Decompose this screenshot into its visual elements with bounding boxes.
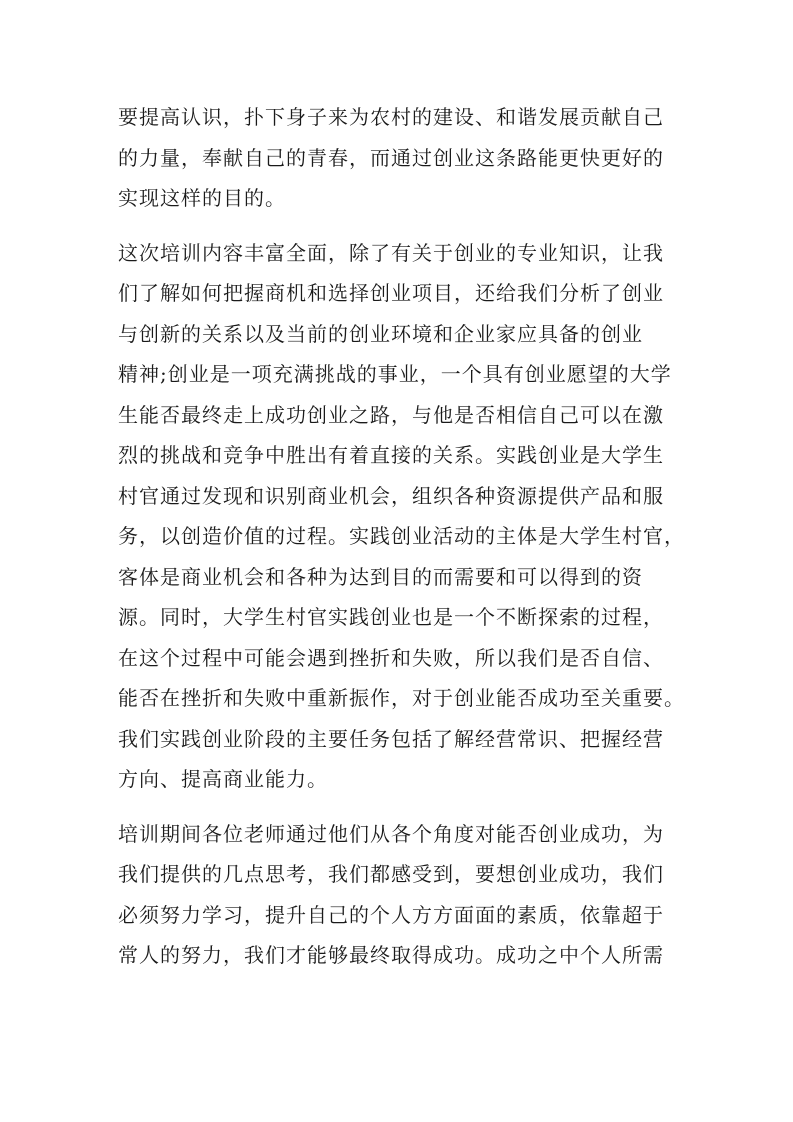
text-line: 我们提供的几点思考，我们都感受到，要想创业成功，我们 [118,862,664,886]
text-line: 能否在挫折和失败中重新振作，对于创业能否成功至关重要。 [118,686,685,710]
text-line: 在这个过程中可能会遇到挫折和失败，所以我们是否自信、 [118,645,664,670]
text-line: 我们实践创业阶段的主要任务包括了解经营常识、把握经营 [118,726,664,751]
text-line: 精神;创业是一项充满挑战的事业，一个具有创业愿望的大学 [118,362,672,386]
text-line: 必须努力学习，提升自己的个人方方面面的素质，依靠超于 [118,902,664,927]
text-line: 常人的努力，我们才能够最终取得成功。成功之中个人所需 [118,943,664,967]
text-line: 村官通过发现和识别商业机会，组织各种资源提供产品和服 [118,483,664,508]
document-body [118,97,686,990]
paragraph-1 [118,97,686,219]
text-line: 生能否最终走上成功创业之路，与他是否相信自己可以在激 [118,402,664,427]
text-line: 源。同时，大学生村官实践创业也是一个不断探索的过程， [118,605,664,629]
text-line: 烈的挑战和竞争中胜出有着直接的关系。实践创业是大学生 [118,443,664,467]
paragraph-2 [118,233,686,800]
text-line: 客体是商业机会和各种为达到目的而需要和可以得到的资 [118,564,643,589]
paragraph-3 [118,814,686,976]
text-line: 方向、提高商业能力。 [118,767,328,791]
text-line: 务，以创造价值的过程。实践创业活动的主体是大学生村官， [118,524,685,548]
text-line: 们了解如何把握商机和选择创业项目，还给我们分析了创业 [118,281,664,305]
text-line: 培训期间各位老师通过他们从各个角度对能否创业成功，为 [118,821,664,846]
text-line: 这次培训内容丰富全面，除了有关于创业的专业知识，让我 [118,240,664,265]
text-line: 的力量，奉献自己的青春，而通过创业这条路能更快更好的 [118,145,664,170]
text-line: 要提高认识，扑下身子来为农村的建设、和谐发展贡献自己 [118,105,664,129]
text-line: 与创新的关系以及当前的创业环境和企业家应具备的创业 [118,321,643,346]
text-line: 实现这样的目的。 [118,186,286,210]
